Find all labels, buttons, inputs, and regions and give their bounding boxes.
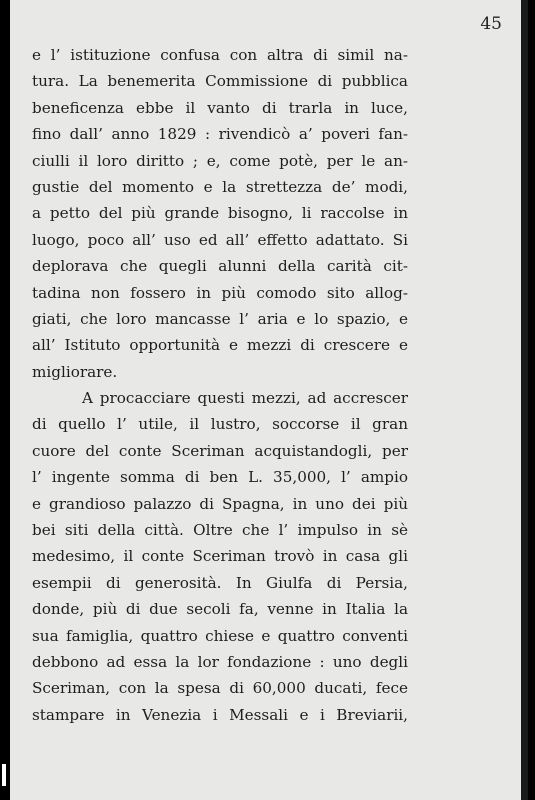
text-line: deplorava che quegli alunni della carità cit-	[32, 257, 408, 276]
text-line: l’ ingente somma di ben L. 35,000, l’ ampio	[32, 468, 408, 487]
text-line: luogo, poco all’ uso ed all’ effetto adattato. Si	[32, 230, 408, 249]
text-line: esempii di generosità. In Giulfa di Persia,	[32, 573, 408, 592]
text-line: e l’ istituzione confusa con altra di simil na-	[32, 46, 408, 64]
text-line: tura. La benemerita Commissione di pubblica	[32, 72, 408, 91]
text-line: bei siti della città. Oltre che l’ impulso in sè	[32, 521, 408, 540]
scan-marker	[2, 764, 6, 786]
text-line: beneficenza ebbe il vanto di trarla in luce,	[32, 98, 408, 117]
paragraph-1	[32, 42, 408, 385]
text-line: sua famiglia, quattro chiese e quattro conventi	[32, 626, 408, 645]
text-line: cuore del conte Sceriman acquistandogli, per	[32, 441, 408, 460]
text-line: e grandioso palazzo di Spagna, in uno dei più	[32, 494, 408, 513]
text-line: tadina non fossero in più comodo sito allog-	[32, 283, 408, 302]
text-line: donde, più di due secoli fa, venne in Italia la	[32, 600, 408, 619]
book-page	[10, 0, 528, 800]
text-line: ciulli il loro diritto ; e, come potè, per le an-	[32, 151, 408, 170]
paragraph-2	[32, 385, 408, 728]
text-line: stampare in Venezia i Messali e i Breviarii,	[32, 705, 408, 724]
text-line: all’ Istituto opportunità e mezzi di crescere e	[32, 336, 408, 355]
text-line: medesimo, il conte Sceriman trovò in casa gli	[32, 547, 408, 566]
text-line: fino dall’ anno 1829 : rivendicò a’ poveri fan-	[32, 125, 408, 144]
text-line: A procacciare questi mezzi, ad accrescer	[82, 389, 408, 408]
text-line: migliorare.	[32, 362, 118, 381]
page-number: 45	[480, 14, 502, 34]
body-text	[32, 42, 408, 728]
page-edge-shadow	[521, 0, 528, 800]
text-line: Sceriman, con la spesa di 60,000 ducati, fece	[32, 679, 408, 698]
text-line: a petto del più grande bisogno, li raccolse in	[32, 204, 408, 223]
text-line: giati, che loro mancasse l’ aria e lo spazio, e	[32, 309, 408, 328]
text-line: di quello l’ utile, il lustro, soccorse il gran	[32, 415, 408, 434]
text-line: debbono ad essa la lor fondazione : uno degli	[32, 652, 408, 671]
text-line: gustie del momento e la strettezza de’ modi,	[32, 177, 408, 196]
